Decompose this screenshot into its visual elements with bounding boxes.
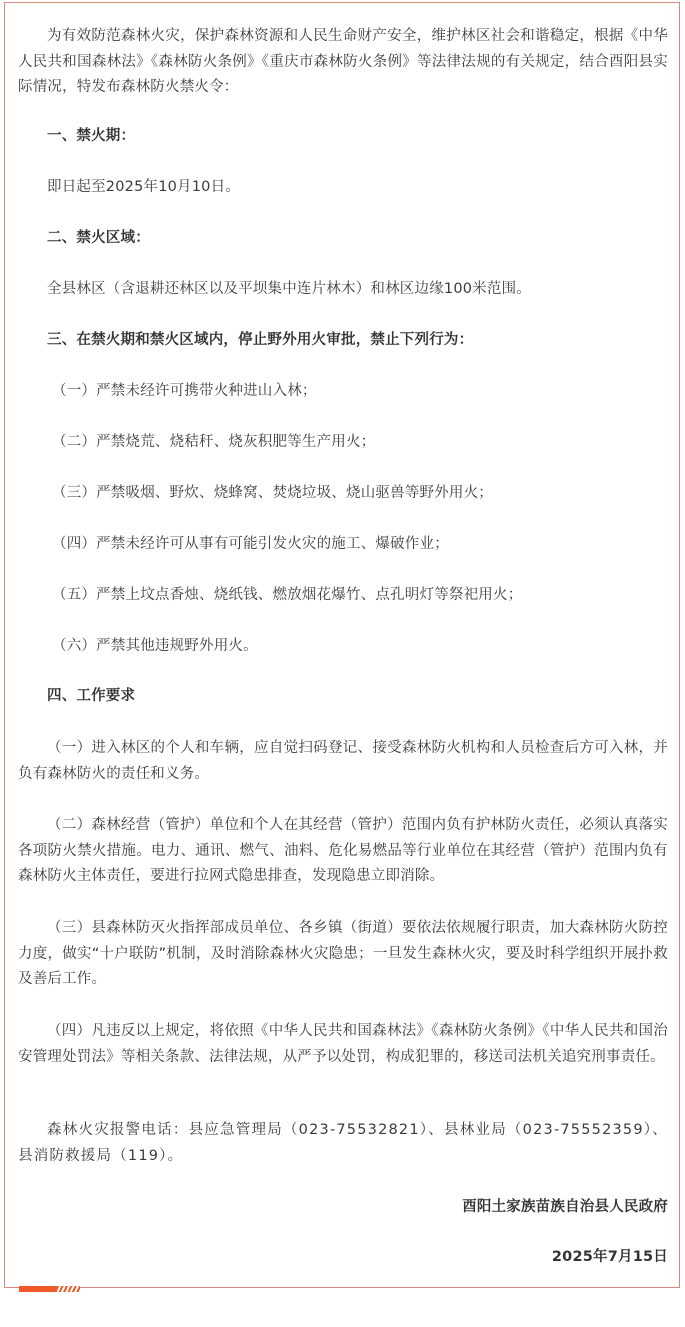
work-requirement-paragraph: （三）县森林防灭火指挥部成员单位、各乡镇（街道）要依法依规履行职责，加大森林防火防控力度，做实“十户联防”机制，及时消除森林火灾隐患；一旦发生森林火灾，要及时科学组织开展扑救及善后工作。	[18, 920, 668, 987]
prohibited-item: （五）严禁上坟点香烛、烧纸钱、燃放烟花爆竹、点孔明灯等祭祀用火；	[52, 587, 523, 603]
prohibited-item: （三）严禁吸烟、野炊、烧蜂窝、焚烧垃圾、烧山驱兽等野外用火；	[52, 485, 493, 501]
work-requirement-paragraph: （四）凡违反以上规定，将依照《中华人民共和国森林法》《森林防火条例》《中华人民共和国治安管理处罚法》等相关条款、法律法规，从严予以处罚，构成犯罪的，移送司法机关追究刑事责任。	[18, 1023, 668, 1065]
decorative-accent-bar	[19, 1286, 80, 1292]
accent-bar-solid	[19, 1286, 57, 1292]
issuer-signature: 酉阳土家族苗族自治县人民政府	[462, 1199, 668, 1215]
accent-bar-stripes	[57, 1286, 80, 1292]
prohibited-item: （六）严禁其他违规野外用火。	[52, 638, 258, 654]
prohibited-item: （一）严禁未经许可携带火种进山入林；	[52, 383, 317, 399]
prohibited-item: （二）严禁烧荒、烧秸秆、烧灰积肥等生产用火；	[52, 434, 376, 450]
issue-date: 2025年7月15日	[551, 1249, 668, 1265]
ban-period-text: 即日起至2025年10月10日。	[47, 179, 241, 195]
section-heading-prohibited-acts: 三、在禁火期和禁火区域内，停止野外用火审批，禁止下列行为：	[47, 332, 474, 348]
section-heading-work-requirements: 四、工作要求	[47, 688, 136, 704]
work-requirement-paragraph: （二）森林经营（管护）单位和个人在其经营（管护）范围内负有护林防火责任，必须认真落实各项防火禁火措施。电力、通讯、燃气、油料、危化易燃品等行业单位在其经营（管护）范围内负有森林防火主体责任，要进行拉网式隐患排查，发现隐患立即消除。	[18, 817, 668, 884]
section-heading-ban-area: 二、禁火区域：	[47, 230, 150, 246]
prohibited-item: （四）严禁未经许可从事有可能引发火灾的施工、爆破作业；	[52, 536, 449, 552]
hotline-paragraph: 森林火灾报警电话：县应急管理局（023-75532821）、县林业局（023-75552359）、县消防救援局（119）。	[18, 1122, 668, 1164]
section-heading-ban-period: 一、禁火期：	[47, 128, 136, 144]
intro-paragraph: 为有效防范森林火灾，保护森林资源和人民生命财产安全，维护林区社会和谐稳定，根据《中华人民共和国森林法》《森林防火条例》《重庆市森林防火条例》等法律法规的有关规定，结合酉阳县实际情况，特发布森林防火禁火令：	[18, 28, 668, 95]
work-requirement-paragraph: （一）进入林区的个人和车辆，应自觉扫码登记、接受森林防火机构和人员检查后方可入林，并负有森林防火的责任和义务。	[18, 740, 668, 782]
ban-area-text: 全县林区（含退耕还林区以及平坝集中连片林木）和林区边缘100米范围。	[47, 281, 531, 297]
